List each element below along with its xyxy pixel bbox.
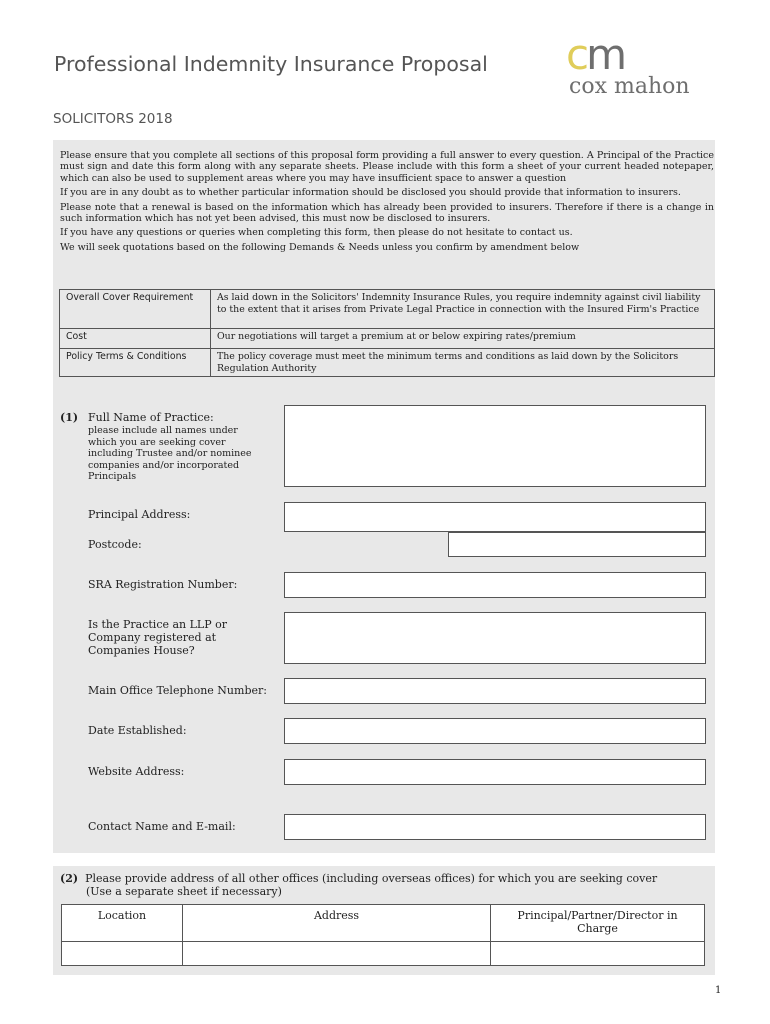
page-number: 1 xyxy=(715,985,722,996)
telephone-field[interactable] xyxy=(284,678,706,704)
location-cell[interactable] xyxy=(62,942,183,966)
cox-mahon-logo xyxy=(566,30,722,100)
demand-key: Overall Cover Requirement xyxy=(60,290,211,329)
intro-paragraph: If you are in any doubt as to whether particular information should be disclosed you should provide that information to insurers. xyxy=(60,187,681,199)
intro-paragraph: Please ensure that you complete all sections of this proposal form providing a full answer to every question. A Principal of the Practice must sign and date this form along with any separate sheets. Please include with this form a sheet of your current headed notepaper, which can also be used to supplement areas where you may have insufficient space to answer a question xyxy=(60,150,714,184)
practice-name-help: please include all names under which you are seeking cover including Trustee and/or nominee companies and/or incorporated Principals xyxy=(88,425,252,483)
llp-company-field[interactable] xyxy=(284,612,706,664)
date-established-label: Date Established: xyxy=(88,724,187,737)
contact-field[interactable] xyxy=(284,814,706,840)
principal-cell[interactable] xyxy=(491,942,705,966)
principal-address-field[interactable] xyxy=(284,502,706,532)
practice-name-label: Full Name of Practice: xyxy=(88,411,214,424)
page-title: Professional Indemnity Insurance Proposal xyxy=(54,52,488,76)
telephone-label: Main Office Telephone Number: xyxy=(88,684,267,697)
date-established-field[interactable] xyxy=(284,718,706,744)
website-field[interactable] xyxy=(284,759,706,785)
website-label: Website Address: xyxy=(88,765,185,778)
column-header-principal: Principal/Partner/Director in Charge xyxy=(491,905,705,942)
demand-value: Our negotiations will target a premium at or below expiring rates/premium xyxy=(211,329,715,349)
principal-address-label: Principal Address: xyxy=(88,508,191,521)
table-row xyxy=(62,942,705,966)
intro-paragraph: Please note that a renewal is based on the information which has already been provided to insurers. Therefore if there is a change in such information which has not yet been advised, this must now be disclosed to insurers. xyxy=(60,201,714,225)
table-row xyxy=(60,349,715,377)
logo-mark-m: m xyxy=(586,30,625,79)
logo-mark xyxy=(566,30,625,79)
table-header-row xyxy=(62,905,705,942)
demand-key: Policy Terms & Conditions xyxy=(60,349,211,377)
column-header-address: Address xyxy=(183,905,491,942)
table-row xyxy=(60,290,715,329)
sra-number-label: SRA Registration Number: xyxy=(88,578,238,591)
section-1-number: (1) xyxy=(60,411,79,424)
section-2-number: (2) xyxy=(60,872,79,885)
demand-value: As laid down in the Solicitors' Indemnity Insurance Rules, you require indemnity against civil liability to the extent that it arises from Private Legal Practice in connection with the Insured Firm's Practice xyxy=(211,290,715,329)
section-2-question xyxy=(60,872,657,898)
postcode-label: Postcode: xyxy=(88,538,142,551)
section-2-text: Please provide address of all other offices (including overseas offices) for which you are seeking cover xyxy=(85,872,658,885)
intro-paragraph: If you have any questions or queries when completing this form, then please do not hesitate to contact us. xyxy=(60,227,573,239)
address-cell[interactable] xyxy=(183,942,491,966)
page-subtitle: SOLICITORS 2018 xyxy=(53,111,173,127)
column-header-location: Location xyxy=(62,905,183,942)
llp-company-label: Is the Practice an LLP or Company registered at Companies House? xyxy=(88,618,228,657)
offices-table xyxy=(61,904,705,966)
table-row xyxy=(60,329,715,349)
contact-label: Contact Name and E-mail: xyxy=(88,820,236,833)
section-2-note: (Use a separate sheet if necessary) xyxy=(86,885,282,898)
intro-paragraph: We will seek quotations based on the following Demands & Needs unless you confirm by amendment below xyxy=(60,241,580,253)
sra-number-field[interactable] xyxy=(284,572,706,598)
demands-needs-table xyxy=(59,289,715,377)
logo-mark-c: c xyxy=(566,30,587,79)
intro-text xyxy=(60,150,714,256)
demand-key: Cost xyxy=(60,329,211,349)
demand-value: The policy coverage must meet the minimum terms and conditions as laid down by the Solicitors Regulation Authority xyxy=(211,349,715,377)
logo-wordmark: cox mahon xyxy=(569,74,690,99)
practice-name-field[interactable] xyxy=(284,405,706,487)
postcode-field[interactable] xyxy=(448,532,706,557)
